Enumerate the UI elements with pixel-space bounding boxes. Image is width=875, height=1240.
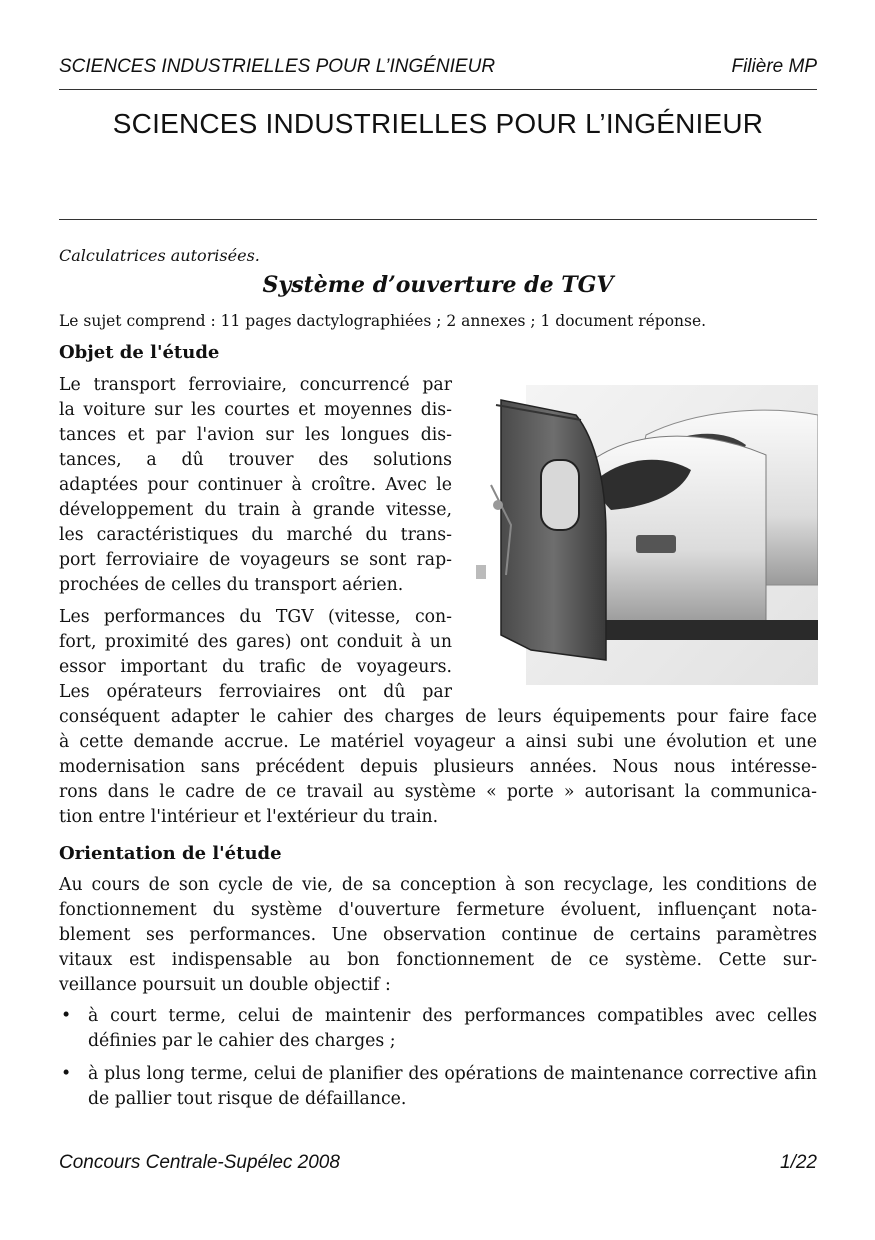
perf-line: essor important du trafic de voyageurs. — [59, 657, 452, 677]
intro-line: développement du train à grande vitesse, — [59, 500, 452, 520]
bullet-dot: • — [61, 1064, 72, 1084]
page-number: 1/22 — [780, 1152, 817, 1173]
intro-line: tances et par l'avion sur les longues dis- — [59, 425, 452, 445]
door-small-part — [476, 565, 486, 579]
perf-line: conséquent adapter le cahier des charges de leurs équipements pour faire face — [59, 707, 817, 727]
door-window — [541, 460, 579, 530]
list-item — [59, 1004, 817, 1054]
perf-line: tion entre l'intérieur et l'extérieur du train. — [59, 807, 439, 827]
list-item-text: à plus long terme, celui de planifier des opérations de maintenance corrective afin de pallier tout risque de défaillance. — [88, 1064, 817, 1109]
section-heading-orientation: Orientation de l'étude — [59, 843, 282, 864]
title-divider — [59, 219, 817, 220]
header-divider — [59, 89, 817, 90]
paragraph-intro — [59, 373, 452, 598]
orientation-line: Au cours de son cycle de vie, de sa conception à son recyclage, les conditions de — [59, 875, 817, 895]
document-title: Système d’ouverture de TGV — [262, 272, 614, 298]
calculators-note: Calculatrices autorisées. — [59, 246, 260, 265]
perf-line: modernisation sans précédent depuis plusieurs années. Nous nous intéresse- — [59, 757, 817, 777]
perf-line: à cette demande accrue. Le matériel voyageur a ainsi subi une évolution et une — [59, 732, 817, 752]
intro-line: tances, a dû trouver des solutions — [59, 450, 452, 470]
orientation-line: vitaux est indispensable au bon fonctionnement de ce système. Cette sur- — [59, 950, 817, 970]
intro-line: prochées de celles du transport aérien. — [59, 575, 404, 595]
objectives-list — [59, 1004, 817, 1120]
perf-line: Les opérateurs ferroviaires ont dû par — [59, 682, 452, 702]
main-title: SCIENCES INDUSTRIELLES POUR L’INGÉNIEUR — [112, 108, 764, 139]
front-train-grille — [636, 535, 676, 553]
train-bogie-shadow — [586, 620, 818, 640]
perf-line: fort, proximité des gares) ont conduit à un — [59, 632, 452, 652]
section-heading-objet: Objet de l'étude — [59, 342, 220, 363]
subject-info: Le sujet comprend : 11 pages dactylographiées ; 2 annexes ; 1 document réponse. — [59, 312, 707, 330]
perf-line: Les performances du TGV (vitesse, con- — [59, 607, 452, 627]
paragraph-orientation — [59, 873, 817, 998]
intro-line: port ferroviaire de voyageurs se sont rap- — [59, 550, 452, 570]
intro-line: la voiture sur les courtes et moyennes dis- — [59, 400, 452, 420]
paragraph-performance-wide — [59, 705, 817, 830]
tgv-door-illustration — [466, 385, 818, 685]
bullet-dot: • — [61, 1006, 72, 1026]
footer-left: Concours Centrale-Supélec 2008 — [59, 1152, 340, 1173]
orientation-line: blement ses performances. Une observation continue de certains paramètres — [59, 925, 817, 945]
list-item — [59, 1062, 817, 1112]
page-header — [59, 56, 817, 82]
intro-line: Le transport ferroviaire, concurrencé par — [59, 375, 452, 395]
intro-line: adaptées pour continuer à croître. Avec le — [59, 475, 452, 495]
door-mechanism-joint — [493, 500, 503, 510]
intro-line: les caractéristiques du marché du trans- — [59, 525, 452, 545]
list-item-text: à court terme, celui de maintenir des performances compatibles avec celles définies par le cahier des charges ; — [88, 1006, 817, 1051]
paragraph-performance-narrow — [59, 605, 452, 705]
orientation-line: veillance poursuit un double objectif : — [59, 975, 391, 995]
header-left: SCIENCES INDUSTRIELLES POUR L’INGÉNIEUR — [59, 56, 496, 77]
header-right: Filière MP — [731, 56, 817, 77]
orientation-line: fonctionnement du système d'ouverture fermeture évoluent, influençant nota- — [59, 900, 817, 920]
perf-line: rons dans le cadre de ce travail au système « porte » autorisant la communica- — [59, 782, 817, 802]
